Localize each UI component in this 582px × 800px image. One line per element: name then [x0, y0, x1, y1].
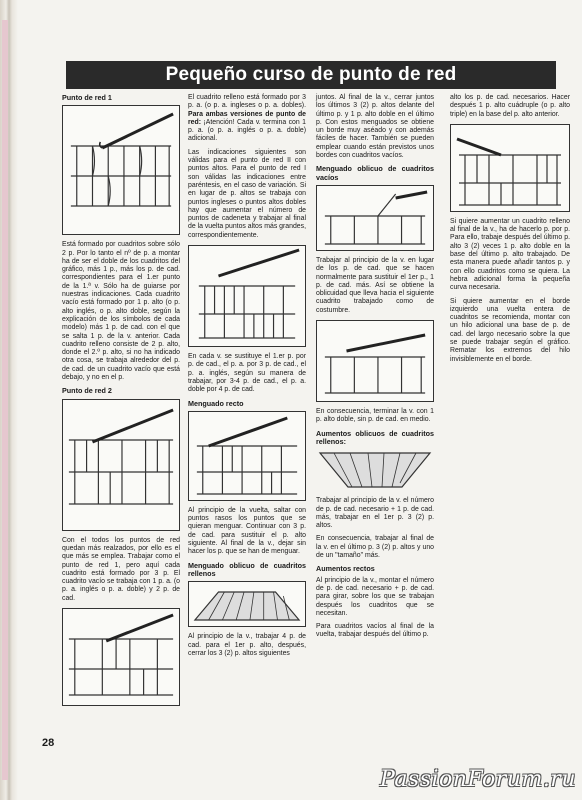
crochet-diagram-net-1 [62, 105, 180, 235]
paragraph-indications: Las indicaciones siguientes son válidas para el punto de red II con puntos altos. Para el punto de red I son válidas las indicaciones entre paréntesis, en el caso de variación. Si en lugar de p. altos se trabaja con puntos ingleses o puntos altos dobles hay que aumentar el número de puntos de cadeneta y trabajar al final de la vuelta puntos altos más grandes, correspondientemente. [188, 148, 306, 239]
column-2 [188, 94, 306, 663]
column-4 [450, 94, 570, 369]
crochet-diagram-straight-decrease [188, 411, 306, 501]
heading-aumentos-rectos: Aumentos rectos [316, 564, 375, 574]
paragraph-oblique-increase-1: Trabajar al principio de la v. el número de p. de cad. necesario + 1 p. de cad. más, trabajar en el 1er p. 3 (2) p. altos. [316, 497, 434, 530]
attention-note: ¡Atención! Cada v. termina con 1 p. a. (o p. a. inglés o p. a. doble) adicional. [188, 118, 306, 143]
crochet-diagram-replace-stitch [188, 245, 306, 347]
column-3 [316, 94, 434, 645]
paragraph-treble-end: En consecuencia, terminar la v. con 1 p. alto doble, sin p. de cad. en medio. [316, 408, 434, 424]
paragraph-filled-increase: Si quiere aumentar un cuadrito relleno al final de la v., ha de hacerlo p. por p. Para ello, trabaje después del último p. alto 3 (2) veces 1 p. alto doble en la base del último p. alto trabajado. De esta manera puede añadir tantos p. y con ello cuadritos como se quiera. La hebra adicional forma la pequeña curva necesaria. [450, 217, 570, 292]
paragraph-net-2: Con el todos los puntos de red quedan más realzados, por ello es el que más se emplea. Trabajar como el punto de red 1, pero aquí cada cuadrito está formado por 3 p. El cuadrito vacío se trabaja con 1 p. a. (o p. a. inglés o p. a. doble) y 2 p. de cad. [62, 536, 180, 602]
paragraph-left-edge-increase: Si quiere aumentar en el borde izquierdo una vuelta entera de cuadritos se recomienda, montar con un hilo adicional una base de p. de cad. del largo necesario sobre la que se puede trabajar según el gráfico. Rematar los extremos del hilo invisiblemente en el borde. [450, 297, 570, 363]
heading-menguado-oblicuo-vacios: Menguado oblicuo de cuadritos vacíos [316, 164, 434, 182]
crochet-diagram-net-2-detail [62, 608, 180, 706]
paragraph-replace: En cada v. se sustituye el 1.er p. por p. de cad., el p. a. por 3 p. de cad., el p. a. inglés, según su manera de trabajar, por 3-4 p. de cad., el p. a. doble por 4 p. de cad. [188, 353, 306, 394]
both-versions-label: Para ambas versiones de punto de red: [188, 110, 306, 126]
crochet-diagram-filled-oblique-decrease [188, 581, 306, 627]
heading-punto-de-red-2: Punto de red 2 [62, 386, 112, 396]
heading-menguado-recto: Menguado recto [188, 398, 244, 408]
crochet-diagram-oblique-increase [316, 449, 434, 491]
crochet-diagram-net-2 [62, 399, 180, 531]
paragraph-oblique-increase-2: En consecuencia, trabajar al final de la v. en el último p. 3 (2) p. altos y uno de un "tamaño" más. [316, 535, 434, 560]
paragraph-empty-squares-end: Para cuadritos vacíos al final de la vuelta, trabajar después del último p. [316, 623, 434, 639]
paragraph-quad-treble: alto los p. de cad. necesarios. Hacer después 1 p. alto cuádruple (o p. alto triple) en la base del p. alto anterior. [450, 94, 570, 118]
crochet-diagram-treble-end [316, 320, 434, 402]
paragraph-decrease-continued: juntos. Al final de la v., cerrar juntos los últimos 3 (2) p. altos delante del último p. y 1 p. alto doble en el último p. Con estos menguados se obtiene un borde muy aséado y con además fáciles de hacer. También se pueden emplear cuando están previstos unos bordes con cuadritos vacíos. [316, 94, 434, 160]
heading-punto-de-red-1: Punto de red 1 [62, 93, 112, 102]
crochet-diagram-empty-oblique-decrease [316, 185, 434, 251]
previous-page-edge [2, 20, 8, 780]
column-1 [62, 94, 180, 712]
paragraph-filled-square [188, 94, 306, 144]
paragraph-filled-oblique-decrease: Al principio de la v., trabajar 4 p. de cad. para el 1er p. alto, después, cerrar los 3 (2) p. altos siguientes [188, 633, 306, 657]
paragraph-straight-increase: Al principio de la v., montar el número de p. de cad. necesario + p. de cad. para girar, sobre los que se trabajan después los cuadritos que se necesitan. [316, 576, 434, 617]
site-watermark: PassionForum.ru [380, 767, 576, 792]
heading-aumentos-oblicuos: Aumentos oblicuos de cuadritos rellenos: [316, 428, 434, 446]
paragraph-empty-oblique-decrease: Trabajar al principio de la v. en lugar de los p. de cad. que se hacen normalmente para sustituir el 1er p., 1 p. de cad. más. Así se obtiene la oblicuidad que lleva hacia el siguiente cuadrito trabajado como de costumbre. [316, 256, 434, 314]
paragraph-net-1: Está formado por cuadritos sobre sólo 2 p. Por lo tanto el nº de p. a montar ha de ser el doble de los cuadritos del gráfico, más 1 p., más los p. de cad. correspondientes para el 1.er punto de la 1.ª v. Sólo ha de guiarse por nuestras indicaciones. Cada cuadrito vacío está formado por 1 p. alto (o p. alto inglés, o p. alto doble, según la explicación de los símbolos de cada modelo) más 1 p. de cad. con el que se salta 1 p. de la v. anterior. Cada cuadrito relleno consiste de 2 p. alto, donde el 2.º p. alto, si no ha indicado otra cosa, se trabaja alrededor del p. de cad. de un cuadrito vacío que está debajo, y no en el p. [62, 241, 180, 382]
heading-menguado-oblicuo-rellenos: Menguado oblicuo de cuadritos rellenos [188, 560, 306, 578]
page-number: 28 [42, 737, 55, 749]
paragraph-straight-decrease: Al principio de la vuelta, saltar con puntos rasos los puntos que se quieran menguar. Continuar con 3 p. de cad. para sustituir el p. alto siguiente. Al final de la v., dejar sin hacer los p. que se han de menguar. [188, 506, 306, 556]
filled-square-text: El cuadrito relleno está formado por 3 p. a. (o p. a. ingleses o p. a. dobles). [188, 94, 306, 110]
crochet-diagram-filled-increase [450, 124, 570, 212]
page-title: Pequeño curso de punto de red [66, 61, 556, 89]
